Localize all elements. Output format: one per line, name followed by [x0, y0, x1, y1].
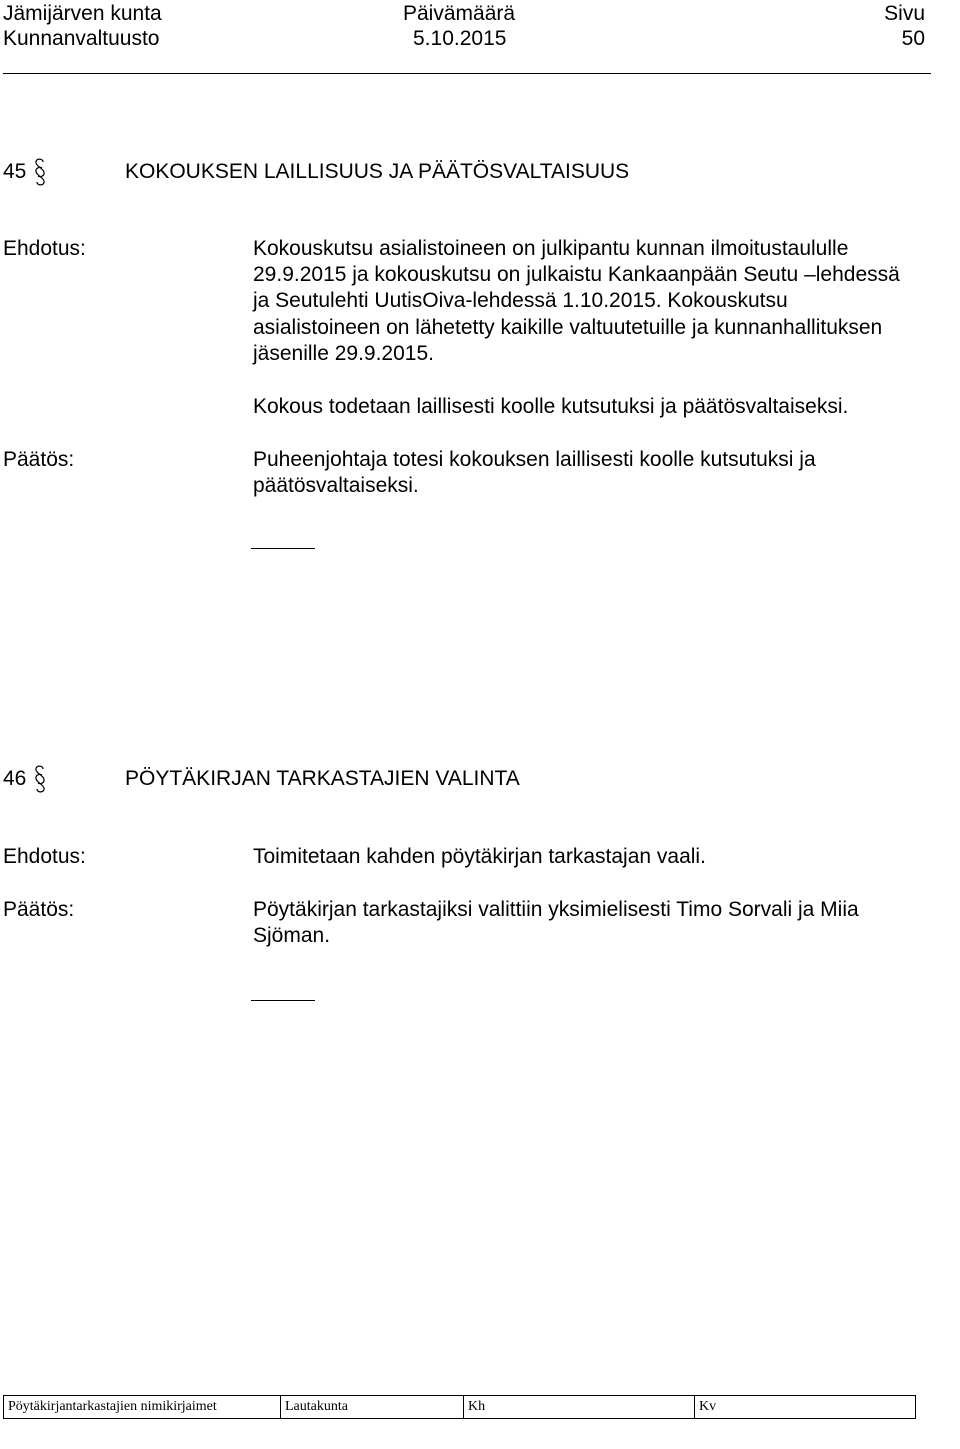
proposal-label: Ehdotus: — [3, 237, 86, 260]
decision-label: Päätös: — [3, 448, 75, 471]
section-end-rule — [251, 548, 315, 549]
section-sign-icon — [33, 764, 125, 794]
section-title: PÖYTÄKIRJAN TARKASTAJIEN VALINTA — [125, 767, 520, 790]
header-org: Jämijärven kunta — [3, 2, 162, 25]
proposal-line: Kokouskutsu asialistoineen on julkipantu kunnan ilmoitustaululle — [253, 237, 849, 260]
section-heading — [3, 764, 520, 794]
header-body: Kunnanvaltuusto — [3, 27, 160, 50]
header-page-value: 50 — [901, 27, 925, 50]
header-date-label: Päivämäärä — [403, 2, 516, 25]
section-number: 46 — [3, 767, 27, 790]
header-divider — [3, 73, 931, 74]
proposal-line: Toimitetaan kahden pöytäkirjan tarkastajan vaali. — [253, 845, 706, 868]
decision-line: Puheenjohtaja totesi kokouksen laillisesti koolle kutsutuksi ja — [253, 448, 816, 471]
proposal-line: asialistoineen on lähetetty kaikille valtuutetuille ja kunnanhallituksen — [253, 316, 883, 339]
section-end-rule — [251, 1000, 315, 1001]
footer-cell-kh: Kh — [464, 1396, 695, 1419]
proposal-line: jäsenille 29.9.2015. — [253, 342, 434, 365]
decision-line: päätösvaltaiseksi. — [253, 474, 419, 497]
proposal-line: ja Seutulehti UutisOiva-lehdessä 1.10.2015. Kokouskutsu — [253, 289, 788, 312]
decision-label: Päätös: — [3, 898, 75, 921]
footer-cell-kv: Kv — [695, 1396, 916, 1419]
proposal-line: 29.9.2015 ja kokouskutsu on julkaistu Kankaanpään Seutu –lehdessä — [253, 263, 900, 286]
section-heading — [3, 157, 629, 187]
section-number: 45 — [3, 160, 27, 183]
footer-cell-board: Lautakunta — [281, 1396, 464, 1419]
signature-footer — [3, 1395, 916, 1419]
header-page-label: Sivu — [884, 2, 925, 25]
decision-line: Sjöman. — [253, 924, 331, 947]
decision-line: Pöytäkirjan tarkastajiksi valittiin yksimielisesti Timo Sorvali ja Miia — [253, 898, 859, 921]
proposal-label: Ehdotus: — [3, 845, 86, 868]
section-title: KOKOUKSEN LAILLISUUS JA PÄÄTÖSVALTAISUUS — [125, 160, 630, 183]
proposal-statement: Kokous todetaan laillisesti koolle kutsutuksi ja päätösvaltaiseksi. — [253, 395, 849, 418]
footer-cell-initials: Pöytäkirjantarkastajien nimikirjaimet — [4, 1396, 281, 1419]
header-date-value: 5.10.2015 — [413, 27, 507, 50]
section-sign-icon — [33, 157, 125, 187]
